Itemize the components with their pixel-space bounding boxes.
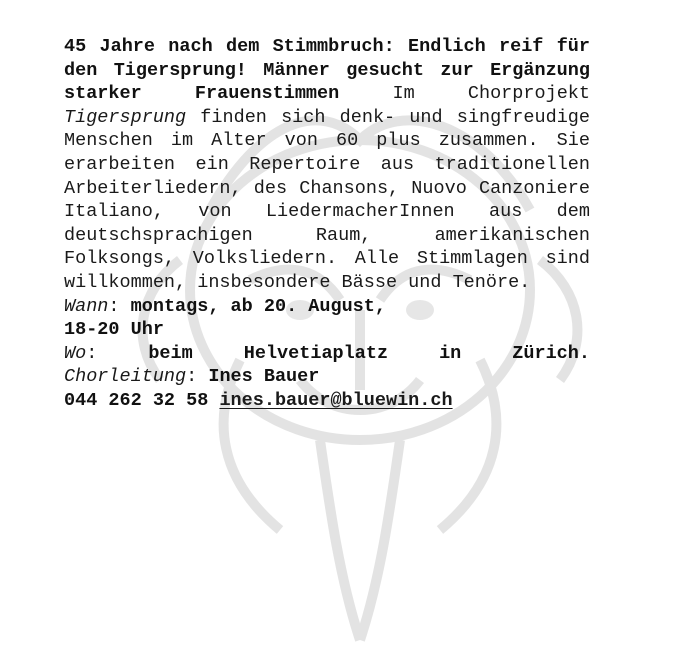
ad-body-intro: Im Chorprojekt bbox=[392, 83, 590, 105]
when-value: montags, ab 20. August, bbox=[130, 295, 386, 317]
where-label: Wo bbox=[64, 342, 87, 364]
lead-label: Chorleitung bbox=[64, 366, 187, 388]
where-value: beim Helvetiaplatz in Zürich. bbox=[148, 342, 590, 364]
contact-line bbox=[64, 389, 590, 413]
classified-ad bbox=[64, 35, 590, 413]
ad-body-text: finden sich denk- und singfreudige Menschen im Alter von 60 plus zusammen. Sie erarbeiten ein Repertoire aus traditionellen Arbeiterliedern, des Chansons, Nuovo Canzoniere Italiano, von LiedermacherInnen aus dem deutschsprachigen Raum, amerikanischen Folksongs, Volksliedern. Alle Stimmlagen sind willkommen, insbesondere Bässe und Tenöre. bbox=[64, 106, 590, 293]
ad-main-paragraph bbox=[64, 35, 590, 295]
when-time: 18-20 Uhr bbox=[64, 319, 164, 341]
where-line: Wo: beim Helvetiaplatz in Zürich. bbox=[64, 342, 590, 364]
phone-number: 044 262 32 58 bbox=[64, 389, 209, 411]
lead-value: Ines Bauer bbox=[208, 366, 320, 388]
when-line: Wann: montags, ab 20. August, bbox=[64, 295, 386, 317]
project-name: Tigersprung bbox=[64, 106, 187, 128]
when-label: Wann bbox=[64, 295, 109, 317]
when-time-line bbox=[64, 318, 590, 342]
ad-headline: 45 Jahre nach dem Stimmbruch: Endlich reif für den Tigersprung! Männer gesucht zur Ergänzung starker Frauenstimmen bbox=[64, 36, 590, 105]
email-link[interactable]: ines.bauer@bluewin.ch bbox=[219, 389, 453, 411]
lead-line: Chorleitung: Ines Bauer bbox=[64, 366, 320, 388]
